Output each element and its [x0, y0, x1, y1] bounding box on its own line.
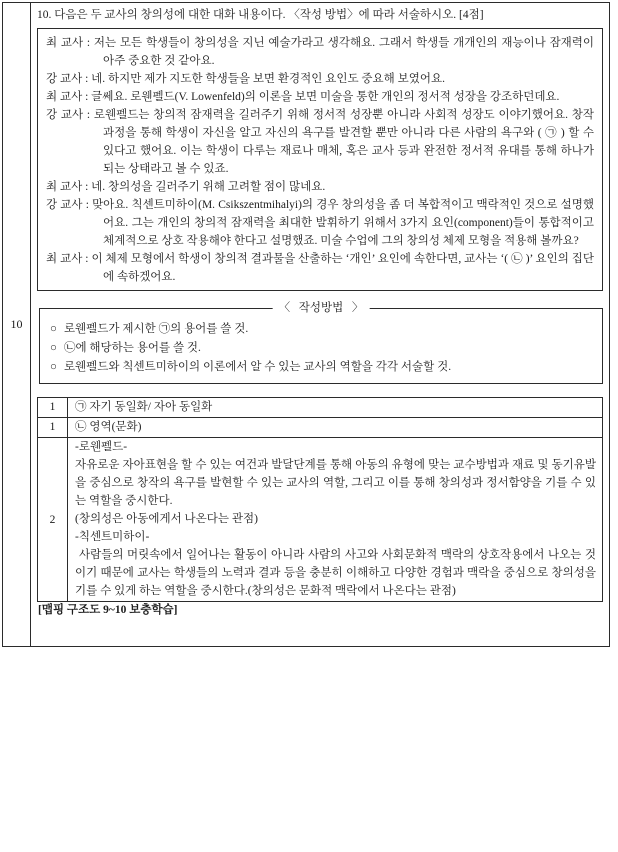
dialogue-box — [37, 28, 603, 291]
speaker-name: 최 교사 — [46, 181, 83, 193]
method-item-text: ㉡에 해당하는 용어를 쓸 것. — [63, 342, 201, 354]
method-item — [50, 339, 594, 358]
dialogue-text: 네. 창의성을 길러주기 위해 고려할 점이 많네요. — [91, 181, 326, 193]
question-content-cell — [31, 3, 609, 646]
speaker-name: 강 교사 — [46, 109, 84, 121]
dialogue-line — [46, 178, 594, 196]
table-row — [38, 398, 603, 418]
answer-text: ㉠ 자기 동일화/ 자아 동일화 — [75, 401, 213, 413]
circle-bullet-icon: ○ — [50, 342, 57, 354]
answer-cell — [68, 438, 603, 602]
method-item-text: 로웬펠드와 칙센트미하이의 이론에서 알 수 있는 교사의 역할을 각각 서술할 것. — [63, 361, 452, 373]
score-cell: 1 — [38, 418, 68, 438]
speaker-separator: : — [82, 253, 92, 265]
question-title: 10. 다음은 두 교사의 창의성에 대한 대화 내용이다. 〈작성 방법〉에 따라 서술하시오. [4점] — [37, 9, 484, 21]
dialogue-line — [46, 106, 594, 178]
circle-bullet-icon: ○ — [50, 323, 57, 335]
speaker-separator: : — [82, 73, 92, 85]
speaker-separator: : — [82, 91, 92, 103]
speaker-name: 강 교사 — [46, 199, 83, 211]
question-number: 10 — [10, 317, 23, 331]
answer-text: -로웬펠드- — [75, 441, 128, 453]
dialogue-text: 맞아요. 칙센트미하이(M. Csikszentmihalyi)의 경우 창의성을 좀 더 복합적이고 맥락적인 것으로 설명했어요. 그는 개인의 창의적 잠재력을 최대한 발휘하기 위해서 3가지 요인(component)들이 통합적이고 체계적으로 상호 작용해야 한다고 설명했죠. 미술 수업에 그의 창의성 체제 모형을 적용해 볼까요? — [92, 199, 594, 247]
dialogue-text: 글쎄요. 로웬펠드(V. Lowenfeld)의 이론을 보면 미술을 통한 개인의 정서적 성장을 강조하던데요. — [91, 91, 560, 103]
circle-bullet-icon: ○ — [50, 361, 57, 373]
table-row — [38, 438, 603, 602]
speaker-name: 최 교사 — [46, 37, 84, 49]
dialogue-text: 네. 하지만 제가 지도한 학생들을 보면 환경적인 요인도 중요해 보였어요. — [91, 73, 445, 85]
dialogue-line — [46, 88, 594, 106]
answer-text: 사람들의 머릿속에서 일어나는 활동이 아니라 사람의 사고와 사회문화적 맥락의 상호작용에서 나오는 것이기 때문에 교사는 학생들의 노력과 결과 등을 충분히 이해하고 다양한 경험과 맥락을 중심으로 창의성을 기를 수 있게 하는 역할을 중시한다.(창의성은 문화적 맥락에서 나온다는 관점) — [75, 549, 596, 597]
question-number-cell — [3, 3, 31, 646]
answer-cell — [68, 398, 603, 418]
answer-text: ㉡ 영역(문화) — [75, 421, 142, 433]
method-item — [50, 358, 594, 377]
footer-note: [맵핑 구조도 9~10 보충학습] — [38, 604, 178, 616]
dialogue-line — [46, 196, 594, 250]
dialogue-text: 로웬펠드는 창의적 잠재력을 길러주기 위해 정서적 성장뿐 아니라 사회적 성장도 이야기했어요. 창작 과정을 통해 학생이 자신을 알고 자신의 욕구를 발견할 뿐만 아니라 다른 사람의 욕구와 ( ㉠ ) 할 수 있다고 했어요. 이는 학생이 다루는 재료나 매체, 혹은 교사 등과 완전한 정서적 유대를 통해 하나가 되는 상태라고 볼 수 있죠. — [93, 109, 595, 175]
score-cell: 1 — [38, 398, 68, 418]
answer-text: -칙센트미하이- — [75, 531, 150, 543]
answer-cell — [68, 418, 603, 438]
dialogue-line — [46, 34, 594, 70]
question-block — [2, 2, 610, 647]
answer-key-table — [37, 397, 603, 602]
dialogue-line — [46, 70, 594, 88]
speaker-name: 최 교사 — [46, 91, 83, 103]
writing-method-title: 〈 작성방법 〉 — [273, 300, 370, 317]
dialogue-text: 저는 모든 학생들이 창의성을 지닌 예술가라고 생각해요. 그래서 학생들 개개인의 재능이나 잠재력이 아주 중요한 것 같아요. — [93, 37, 595, 67]
answer-text: 자유로운 자아표현을 할 수 있는 여건과 발달단계를 통해 아동의 유형에 맞는 교수방법과 재료 및 동기유발을 중심으로 창작의 욕구를 발현할 수 있는 교사의 역할, 그리고 이를 통해 창의성과 정서함양을 기를 수 있는 역할을 중시한다. — [75, 459, 596, 507]
speaker-separator: : — [82, 199, 93, 211]
speaker-name: 최 교사 — [46, 253, 83, 265]
method-item — [50, 320, 594, 339]
table-row — [38, 418, 603, 438]
speaker-separator: : — [83, 37, 94, 49]
speaker-separator: : — [83, 109, 94, 121]
writing-method-box — [39, 302, 603, 384]
method-item-text: 로웬펠드가 제시한 ㉠의 용어를 쓸 것. — [63, 323, 249, 335]
dialogue-text: 이 체제 모형에서 학생이 창의적 결과물을 산출하는 ‘개인’ 요인에 속한다면, 교사는 ‘( ㉡ )’ 요인의 집단에 속하겠어요. — [91, 253, 594, 283]
speaker-separator: : — [82, 181, 92, 193]
score-cell: 2 — [38, 438, 68, 602]
answer-text: (창의성은 아동에게서 나온다는 관점) — [75, 513, 258, 525]
speaker-name: 강 교사 — [46, 73, 83, 85]
dialogue-line — [46, 250, 594, 286]
